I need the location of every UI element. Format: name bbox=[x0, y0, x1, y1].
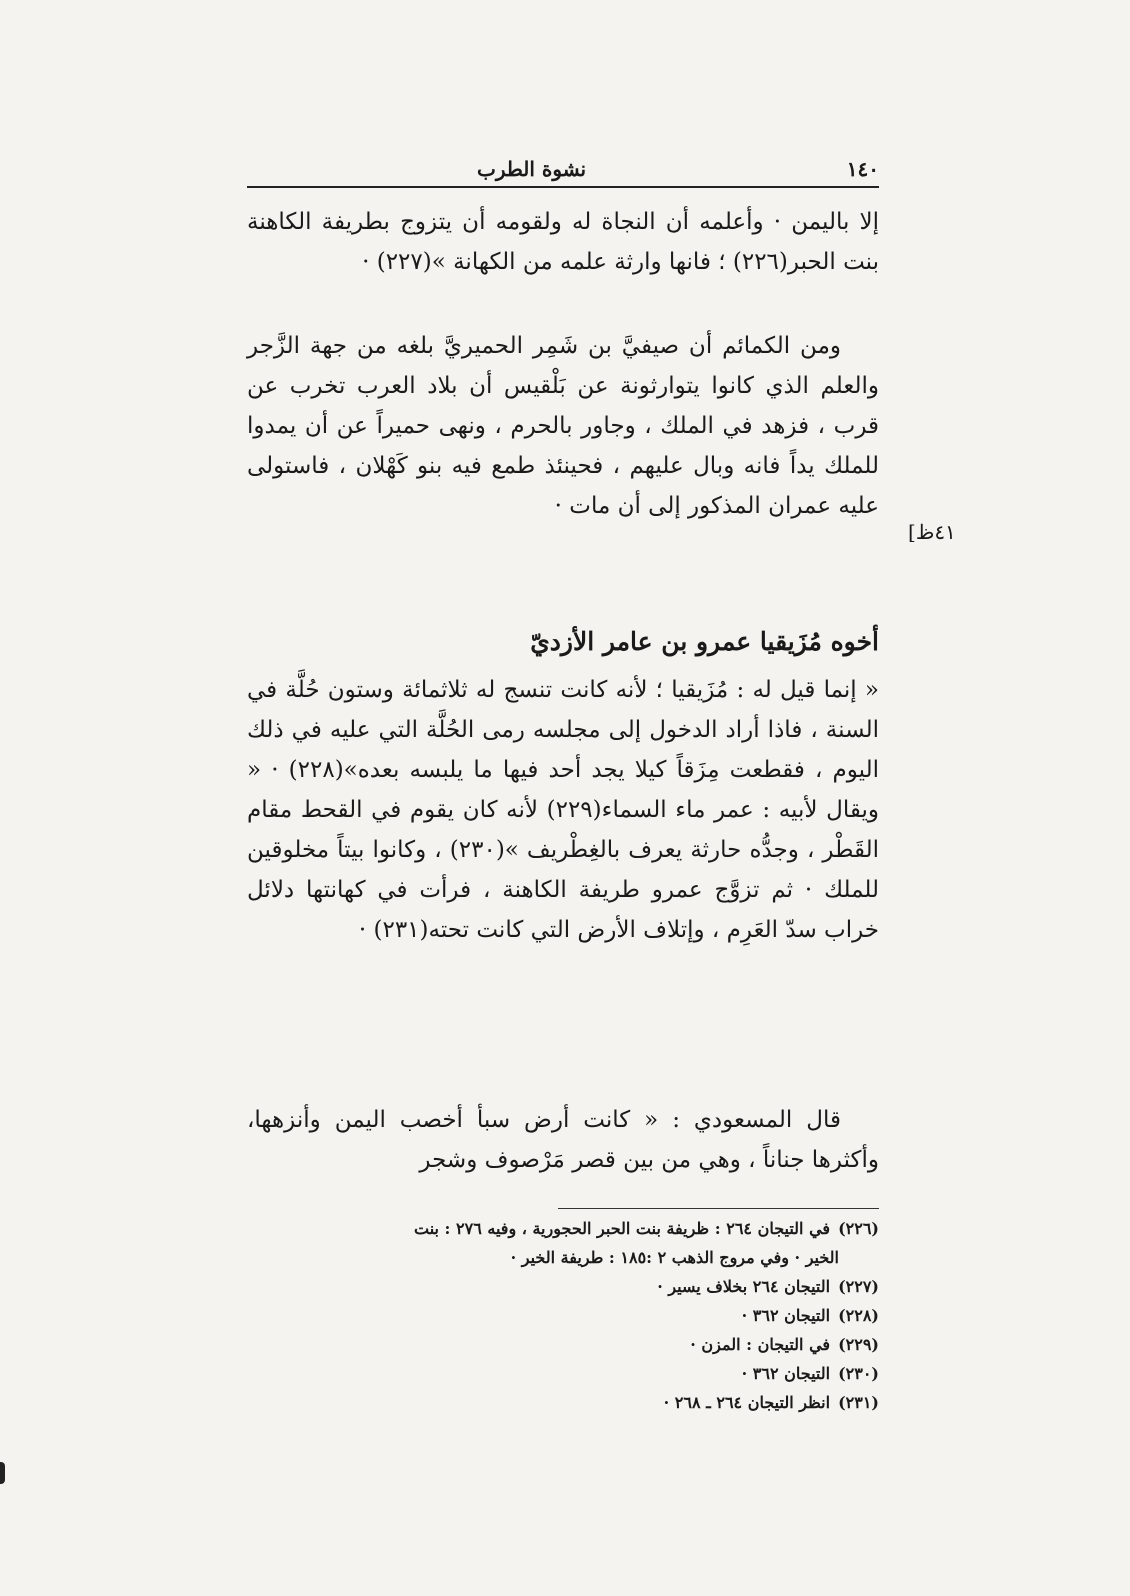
footnote-230 bbox=[240, 1359, 879, 1388]
footnote-number: (٢٢٩) bbox=[838, 1335, 879, 1354]
header-rule bbox=[247, 186, 879, 188]
footnote-number: (٢٢٦) bbox=[838, 1219, 879, 1238]
section-heading: أخوه مُزَيقيا عمرو بن عامر الأزديّ bbox=[530, 627, 879, 656]
footnote-number: (٢٣١) bbox=[838, 1393, 879, 1412]
running-header bbox=[247, 156, 879, 182]
margin-folio-note: [٤١ظ bbox=[908, 520, 956, 544]
footnote-text: التيجان ٣٦٢ · bbox=[741, 1306, 831, 1325]
footnote-text-cont: الخير · وفي مروج الذهب ٢ :١٨٥ : طريفة الخير · bbox=[510, 1248, 839, 1267]
paragraph-1-text: إلا باليمن · وأعلمه أن النجاة له ولقومه أن يتزوج بطريفة الكاهنة بنت الحبر(٢٢٦) ؛ فانها وارثة علمه من الكهانة »(٢٢٧) · bbox=[247, 209, 879, 275]
paragraph-3 bbox=[247, 670, 879, 950]
running-title: نشوة الطرب bbox=[477, 157, 587, 181]
paragraph-1 bbox=[247, 202, 879, 282]
footnote-229 bbox=[240, 1330, 879, 1359]
footnote-226-continuation bbox=[240, 1243, 879, 1272]
footnote-number: (٢٣٠) bbox=[838, 1364, 879, 1383]
footnote-text: انظر التيجان ٢٦٤ ـ ٢٦٨ · bbox=[663, 1393, 831, 1412]
page-number: ١٤٠ bbox=[846, 157, 879, 181]
footnote-number: (٢٢٧) bbox=[838, 1277, 879, 1296]
footnote-text: التيجان ٢٦٤ بخلاف يسير · bbox=[657, 1277, 831, 1296]
footnotes bbox=[240, 1214, 879, 1417]
footnote-228 bbox=[240, 1301, 879, 1330]
paragraph-2 bbox=[247, 326, 879, 526]
paragraph-2-text: ومن الكمائم أن صيفيَّ بن شَمِر الحميريَّ بلغه من جهة الزَّجر والعلم الذي كانوا يتوارثونة عن بَلْقيس أن بلاد العرب تخرب عن قرب ، فزهد في الملك ، وجاور بالحرم ، ونهى حميراً عن أن يمدوا للملك يداً فانه وبال عليهم ، فحينئذ طمع فيه بنو كَهْلان ، فاستولى عليه عمران المذكور إلى أن مات · bbox=[247, 333, 879, 519]
paragraph-3-text: « إنما قيل له : مُزَيقيا ؛ لأنه كانت تنسج له ثلاثمائة وستون حُلَّة في السنة ، فاذا أراد الدخول إلى مجلسه رمى الحُلَّة التي عليه في ذلك اليوم ، فقطعت مِزَقاً كيلا يجد أحد فيها ما يلبسه بعده»(٢٢٨) · « ويقال لأبيه : عمر ماء السماء(٢٢٩) لأنه كان يقوم في القحط مقام القَطْر ، وجدُّه حارثة يعرف بالغِطْريف »(٢٣٠) ، وكانوا بيتاً مخلوقين للملك · ثم تزوَّج عمرو طريفة الكاهنة ، فرأت في كهانتها دلائل خراب سدّ العَرِم ، وإتلاف الأرض التي كانت تحته(٢٣١) · bbox=[247, 677, 880, 943]
footnote-number: (٢٢٨) bbox=[838, 1306, 879, 1325]
footnote-226 bbox=[240, 1214, 879, 1243]
footnote-text: التيجان ٣٦٢ · bbox=[741, 1364, 831, 1383]
footnote-text: في التيجان ٢٦٤ : ظريفة بنت الحبر الحجورية ، وفيه ٢٧٦ : بنت bbox=[413, 1219, 831, 1238]
footnote-231 bbox=[240, 1388, 879, 1417]
binding-mark bbox=[0, 1462, 5, 1484]
paragraph-4 bbox=[247, 1100, 879, 1180]
footnote-text: في التيجان : المزن · bbox=[690, 1335, 831, 1354]
paragraph-4-text: قال المسعودي : « كانت أرض سبأ أخصب اليمن وأنزهها، وأكثرها جناناً ، وهي من بين قصر مَرْصوف وشجر bbox=[247, 1107, 879, 1173]
footnote-rule bbox=[558, 1208, 879, 1209]
footnote-227 bbox=[240, 1272, 879, 1301]
